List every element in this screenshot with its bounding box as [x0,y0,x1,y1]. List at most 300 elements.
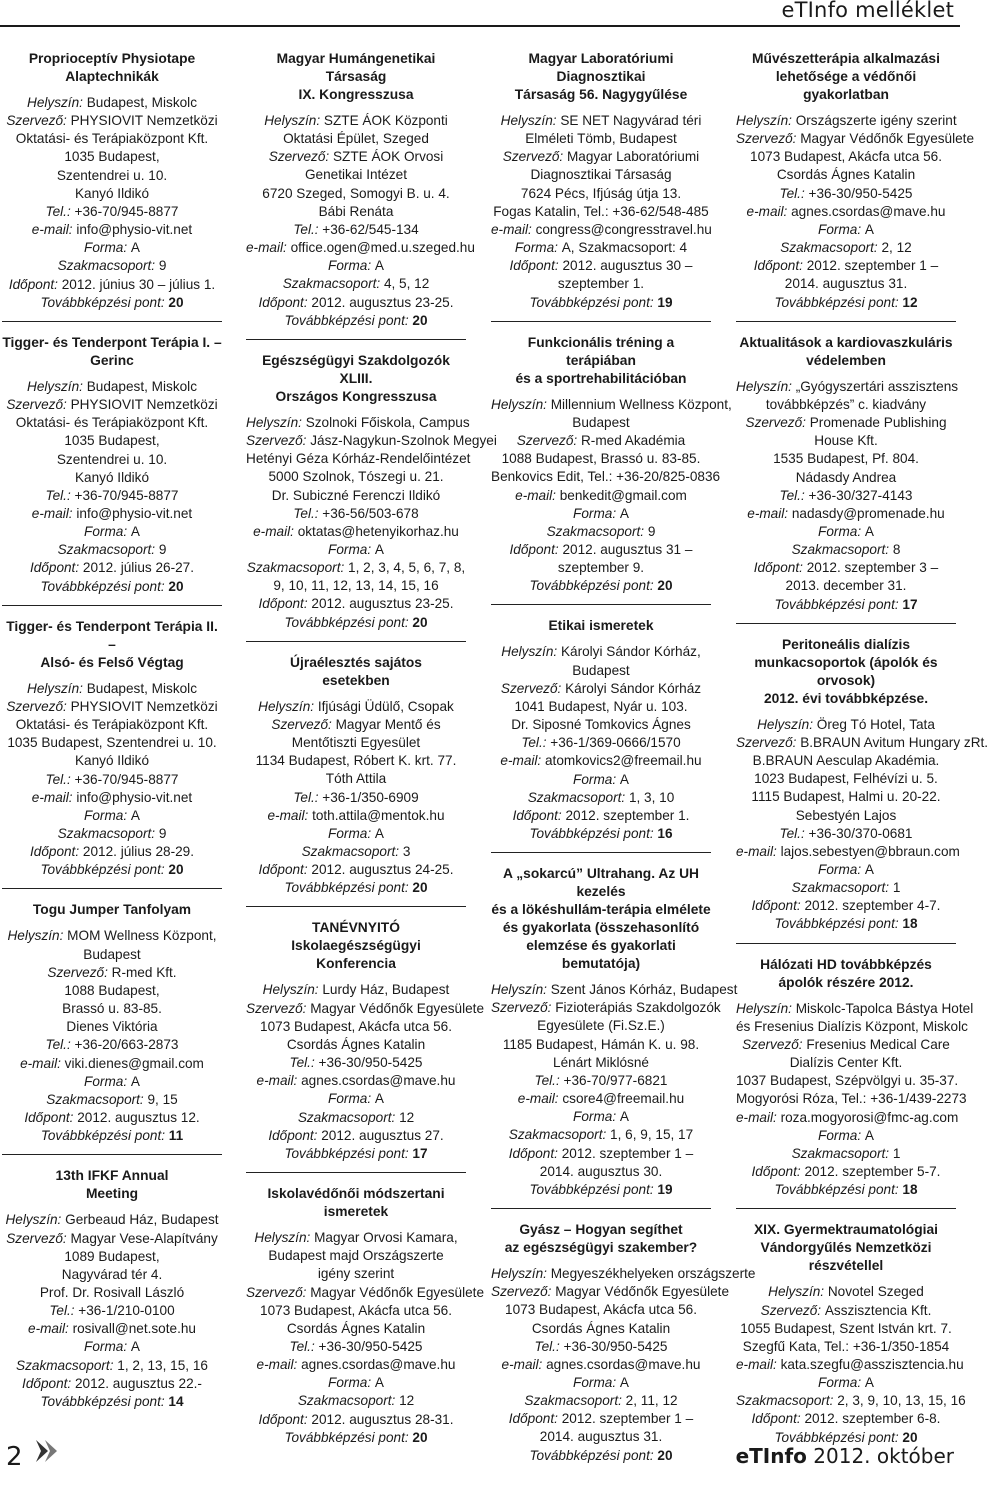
email-link[interactable]: viki.dienes@gmail.com [64,1055,204,1071]
credit-value: 12 [902,294,918,310]
event-detail-line [2,239,222,257]
event-detail-line [491,221,711,239]
detail-value: Magyar Védőnők Egyesülete [310,1000,485,1016]
credit-label: Továbbképzési pont: [40,1128,169,1144]
detail-value: 1037 Budapest, Szépvölgyi u. 35-37. [736,1073,959,1089]
detail-label: Tel.: [534,1072,564,1088]
email-link[interactable]: agnes.csordas@mave.hu [791,203,946,219]
detail-value: A [619,505,629,521]
event-title-line: elemzése és gyakorlati bemutatója) [526,938,676,972]
email-link[interactable]: lajos.sebestyen@bbraun.com [780,843,960,859]
event-detail-line [2,148,222,166]
detail-value: 2012. augusztus 30 – [562,258,693,274]
detail-value: igény szerint [317,1266,395,1282]
event-detail-line [2,680,222,698]
event-title-line: Művészetterápia alkalmazási [752,51,940,66]
detail-label: Szervező: [745,415,810,431]
event-detail-line [246,789,466,807]
detail-value: Diagnosztikai Társaság [530,167,672,183]
detail-value: Kanyó Ildikó [74,753,150,769]
credit-value: 19 [657,294,673,310]
detail-label: Tel.: [45,1037,75,1053]
detail-value: Magyar Védőnők Egyesülete [555,1284,730,1300]
event-detail-line [246,468,466,486]
event-detail-line [491,643,711,661]
footer-brand-name: eTInfo [735,1444,807,1468]
page-header [0,0,960,26]
detail-value: A [864,523,874,539]
detail-label: Időpont: [753,258,807,274]
event-entry [246,50,475,340]
detail-label: Szervező: [760,1302,825,1318]
event-title [491,865,711,973]
event-detail-line [491,1054,711,1072]
detail-label: Forma: [84,807,131,823]
detail-label: Helyszín: [736,378,796,394]
detail-value: 1, 2, 3, 4, 5, 6, 7, 8, [348,560,466,576]
email-link[interactable]: kata.szegfu@asszisztencia.hu [780,1356,964,1372]
event-title-line: Proprioceptív Physiotape [28,51,196,66]
event-title-line: 13th IFKF Annual [55,1168,169,1184]
event-detail-line [246,257,466,275]
event-detail-line [736,203,956,221]
detail-label: Időpont: [751,898,805,914]
event-detail-line [736,1090,967,1108]
detail-value: Magyar Laboratóriumi [566,149,700,165]
event-detail-line [736,257,956,275]
detail-label: Szakmacsoport: [46,1091,148,1107]
event-detail-line [736,752,956,770]
detail-value: Országszerte igény szerint [795,113,957,128]
event-detail-line [2,112,222,130]
event-detail-line [491,1126,711,1144]
event-title [246,654,466,690]
detail-value: +36-30/327-4143 [808,487,913,503]
detail-label: Szakmacsoport: [246,560,349,576]
email-link[interactable]: info@physio-vit.net [76,222,193,238]
detail-value: A [374,1091,384,1107]
credit-points [2,294,222,312]
detail-value: Szentendrei u. 10. [56,167,168,183]
credit-value: 20 [902,1429,918,1445]
email-link[interactable]: nadasdy@promenade.hu [791,505,945,521]
credit-value: 14 [168,1393,184,1409]
detail-label: e-mail: [246,240,291,256]
detail-value: Jász-Nagykun-Szolnok Megyei [310,433,497,449]
detail-value: A [374,1375,384,1391]
detail-label: e-mail: [256,1073,302,1089]
event-title-line: Tigger- és Tenderpont Terápia I. – [2,334,222,350]
event-title [736,50,956,104]
detail-value: A [130,1339,140,1355]
detail-label: e-mail: [736,1109,781,1125]
detail-value: Fizioterápiás Szakdolgozók [555,1000,721,1016]
credit-value: 11 [168,1128,184,1144]
event-title-line: Meeting [85,1186,139,1202]
event-detail-line [246,221,466,239]
email-link[interactable]: agnes.csordas@mave.hu [546,1356,701,1372]
detail-value: R-med Kft. [111,964,177,980]
event-title-line: Peritoneális dialízis [781,636,911,652]
event-detail-line [491,130,711,148]
event-detail-line [491,185,711,203]
detail-label: Időpont: [258,294,312,310]
email-link[interactable]: rosivall@net.sote.hu [72,1321,196,1337]
detail-label: Szakmacsoport: [57,258,159,274]
event-detail-line [2,276,222,294]
detail-value: 1089 Budapest, [64,1248,160,1264]
detail-label: Szervező: [491,1284,556,1300]
detail-value: 2012. augusztus 27. [321,1127,444,1143]
detail-value: Asszisztencia Kft. [824,1302,932,1318]
event-detail-line [2,94,222,112]
detail-label: Helyszín: [246,414,306,430]
detail-label: Szakmacsoport: [524,1393,626,1409]
event-detail-line [491,1145,711,1163]
detail-label: Helyszín: [768,1284,828,1300]
detail-value: Mogyorósi Róza, Tel.: +36-1/439-2273 [736,1091,967,1107]
event-detail-line [736,861,956,879]
footer-brand [736,1444,954,1468]
event-detail-line [246,487,466,505]
event-title-line: esetekben [322,672,390,688]
email-link[interactable]: toth.attila@mentok.hu [312,807,445,823]
event-detail-line [246,577,466,595]
event-detail-line [491,487,711,505]
credit-value: 20 [412,1429,428,1445]
detail-value: Miskolc-Tapolca Bástya Hotel [795,1000,974,1016]
detail-value: 1, 6, 9, 15, 17 [610,1127,694,1143]
detail-label: Időpont: [509,541,563,557]
detail-label: Szakmacsoport: [16,1357,118,1373]
detail-value: Elméleti Tömb, Budapest [525,131,677,147]
credit-points [2,861,222,879]
event-title-line: és a sportrehabilitációban [515,370,687,386]
detail-label: Időpont: [258,1411,312,1427]
detail-value: 2012. szeptember 1 – [561,1411,694,1427]
detail-value: 1041 Budapest, Nyár u. 103. [514,698,688,714]
event-title [246,352,466,406]
detail-label: Helyszín: [262,982,323,998]
event-detail-line [491,1392,711,1410]
event-detail-line [246,1090,466,1108]
event-detail-line [2,698,222,716]
detail-value: 1088 Budapest, [64,982,160,998]
credit-points [2,1393,222,1411]
detail-label: e-mail: [517,1091,563,1107]
detail-label: Forma: [818,221,865,237]
detail-label: Tel.: [289,1055,319,1071]
event-detail-line [491,257,711,275]
detail-value: Csordás Ágnes Katalin [776,167,916,183]
event-detail-line [2,789,222,807]
email-link[interactable]: roza.mogyorosi@fmc-ag.com [780,1109,959,1125]
detail-value: A [130,807,140,823]
event-entry [246,919,485,1173]
detail-value: A [130,524,140,540]
event-detail-line [246,1374,466,1392]
event-detail-line [246,752,466,770]
detail-value: 2012. szeptember 1 – [561,1145,694,1161]
event-detail-line [2,487,222,505]
event-detail-line [2,541,222,559]
credit-value: 16 [657,826,673,841]
event-title [491,1221,711,1257]
detail-value: 2014. augusztus 30. [539,1163,663,1179]
event-entry [2,618,222,890]
detail-value: 2012. július 28-29. [82,844,194,860]
event-title-line: az egészségügyi szakember? [504,1240,698,1256]
detail-label: Forma: [818,1127,865,1143]
detail-value: Budapest, Miskolc [86,95,197,110]
detail-label: Szakmacsoport: [791,1145,893,1161]
detail-label: Szakmacsoport: [736,1393,838,1409]
detail-value: +36-70/945-8877 [74,487,179,503]
event-detail-line [736,1392,966,1410]
event-title-line: A „sokarcú” Ultrahang. Az UH kezelés [503,866,699,900]
event-detail-line [491,1320,711,1338]
detail-value: Fogas Katalin, Tel.: +36-62/548-485 [493,203,709,219]
event-detail-line [491,1374,711,1392]
email-link[interactable]: agnes.csordas@mave.hu [301,1357,456,1373]
event-detail-line [246,1302,466,1320]
detail-value: +36-1/369-0666/1570 [550,735,681,751]
detail-value: Brassó u. 83-85. [62,1001,162,1017]
event-detail-line [246,807,466,825]
detail-value: Mentőtiszti Egyesület [291,735,421,751]
event-title [736,636,956,708]
detail-label: Szervező: [516,433,581,449]
event-title [736,1221,956,1275]
detail-label: Szervező: [47,964,112,980]
detail-label: Időpont: [268,1127,322,1143]
detail-label: Tel.: [293,505,323,521]
detail-label: Forma: [818,862,865,877]
event-title-line: Hálózati HD továbbképzés [760,956,932,972]
email-link[interactable]: info@physio-vit.net [76,505,193,521]
event-detail-line [2,396,222,414]
credit-points [491,577,711,595]
event-title [2,50,222,86]
email-link[interactable]: congress@congresstravel.hu [535,221,712,237]
detail-value: A [864,862,874,877]
detail-label: Helyszín: [27,378,87,394]
credit-value: 20 [657,578,673,594]
event-detail-line [246,523,466,541]
event-detail-line [736,1283,956,1301]
event-entry [2,901,222,1155]
event-detail-line [736,1127,956,1145]
detail-label: Helyszín: [491,982,551,998]
event-detail-line [246,698,466,716]
event-detail-line [736,414,956,432]
event-detail-line [491,450,711,468]
credit-label: Továbbképzési pont: [774,596,903,612]
event-detail-line [2,1320,222,1338]
detail-value: +36-70/977-6821 [563,1072,668,1088]
event-entry [491,334,732,606]
event-detail-line [736,487,956,505]
event-detail-line [246,1018,466,1036]
event-detail-line [2,1248,222,1266]
event-detail-line [246,1247,466,1265]
credit-label: Továbbképzési pont: [40,578,169,594]
event-detail-line [736,559,956,577]
credit-value: 20 [657,1447,673,1463]
detail-label: Időpont: [8,276,62,292]
event-detail-line [2,559,222,577]
email-link[interactable]: office.ogen@med.u.szeged.hu [290,240,475,256]
event-detail-line [736,1072,959,1090]
email-link[interactable]: oktatas@hetenyikorhaz.hu [297,523,459,539]
detail-label: Tel.: [521,735,551,751]
event-title-line: Alaptechnikák [65,69,159,84]
page-footer [0,1430,960,1473]
detail-label: Helyszín: [501,644,561,660]
detail-value: 2012. szeptember 3 – [806,560,939,576]
event-detail-line [736,239,956,257]
detail-label: e-mail: [20,1055,65,1071]
credit-label: Továbbképzési pont: [284,1145,413,1161]
detail-label: Forma: [84,240,131,256]
event-detail-line [491,468,721,486]
detail-label: Időpont: [508,1411,562,1427]
email-link[interactable]: csore4@freemail.hu [562,1091,685,1107]
detail-value: 2012. augusztus 12. [77,1110,200,1126]
event-title-line: Gerinc [90,352,134,368]
event-title [246,919,466,973]
detail-label: Tel.: [534,1338,564,1354]
detail-value: Tóth Attila [325,771,387,787]
event-detail-line [491,680,711,698]
detail-label: Szakmacsoport: [527,789,629,805]
detail-value: A [864,1375,874,1391]
event-detail-line [491,559,711,577]
event-detail-line [2,1055,222,1073]
credit-value: 18 [902,1182,918,1198]
event-detail-line [491,1338,711,1356]
event-detail-line [2,523,222,541]
detail-label: Helyszín: [491,396,551,412]
detail-value: 1 [892,1145,901,1161]
detail-label: Helyszín: [736,113,796,128]
detail-value: Oktatási- és Terápiaközpont Kft. [15,415,209,431]
detail-label: Szervező: [502,149,567,165]
detail-label: Szervező: [246,1284,311,1300]
event-detail-line [2,1091,222,1109]
credit-value: 17 [902,596,918,612]
event-detail-line [2,378,222,396]
event-detail-line [736,897,956,915]
event-detail-line [736,148,956,166]
event-detail-line [246,1265,466,1283]
detail-value: Budapest majd Országszerte [268,1248,444,1264]
event-detail-line [2,1284,222,1302]
detail-value: 7624 Pécs, Ifjúság útja 13. [520,185,682,201]
detail-value: +36-30/950-5425 [318,1055,423,1071]
detail-value: 2012. szeptember 5-7. [804,1164,941,1180]
detail-label: Szervező: [736,131,801,147]
detail-value: 1073 Budapest, Akácfa utca 56. [260,1018,452,1034]
event-detail-line [491,662,711,680]
detail-label: Tel.: [45,203,75,219]
detail-label: Időpont: [24,1110,78,1126]
event-detail-line [2,752,222,770]
detail-value: 2014. augusztus 31. [784,276,908,292]
detail-label: Tel.: [49,1303,79,1319]
event-title [736,334,956,370]
detail-value: 2012. szeptember 1 – [806,258,939,274]
event-detail-line [736,1036,956,1054]
credit-label: Továbbképzési pont: [529,826,658,841]
email-link[interactable]: benkedit@gmail.com [559,487,687,503]
detail-value: Millennium Wellness Központ, [550,396,732,412]
detail-value: +36-70/945-8877 [74,771,179,787]
event-detail-line [2,414,222,432]
detail-label: Tel.: [293,221,323,237]
detail-value: 1115 Budapest, Halmi u. 20-22. [751,789,941,805]
detail-value: 9 [158,542,167,558]
credit-label: Továbbképzési pont: [529,294,658,310]
detail-value: Dr. Siposné Tomkovics Ágnes [511,717,691,733]
event-detail-line [246,294,466,312]
header-rule [0,25,960,27]
detail-label: Forma: [573,1374,620,1390]
detail-label: Szervező: [246,433,311,449]
event-detail-line [491,432,711,450]
event-entry [736,50,975,322]
event-detail-line [2,221,222,239]
detail-label: Tel.: [779,487,809,503]
detail-value: Kanyó Ildikó [74,469,150,485]
event-detail-line [246,1356,466,1374]
detail-label: Forma: [328,1375,375,1391]
email-link[interactable]: info@physio-vit.net [76,789,193,805]
email-link[interactable]: atomkovics2@freemail.hu [544,753,702,769]
email-link[interactable]: agnes.csordas@mave.hu [301,1073,456,1089]
detail-label: Szervező: [268,149,333,165]
event-detail-line [246,185,466,203]
detail-value: Gerbeaud Ház, Budapest [65,1212,219,1228]
detail-value: szeptember 1. [557,276,645,292]
event-detail-line [736,843,960,861]
detail-label: Helyszín: [5,1212,66,1228]
detail-label: Tel.: [293,789,323,805]
event-detail-line [2,1302,222,1320]
event-title [2,618,222,672]
detail-value: 9 [158,826,167,841]
event-entry [491,865,738,1209]
detail-label: Helyszín: [757,716,817,732]
event-detail-line [246,843,466,861]
detail-value: továbbképzés” c. kiadvány [765,396,927,412]
event-detail-line [736,185,956,203]
detail-value: 1035 Budapest, [64,433,160,449]
event-entry [246,352,497,642]
event-detail-line [736,1145,956,1163]
detail-value: 4, 5, 12 [383,276,430,292]
detail-value: Dienes Viktória [66,1019,158,1035]
credit-value: 20 [412,614,428,630]
detail-label: Időpont: [258,862,312,878]
detail-value: Magyar Orvosi Kamara, [314,1230,458,1246]
detail-value: Budapest, Miskolc [86,680,197,696]
event-detail-line [246,130,466,148]
event-detail-line [2,505,222,523]
event-detail-line [246,1036,466,1054]
detail-value: Dialízis Center Kft. [789,1055,903,1071]
event-detail-line [491,166,711,184]
